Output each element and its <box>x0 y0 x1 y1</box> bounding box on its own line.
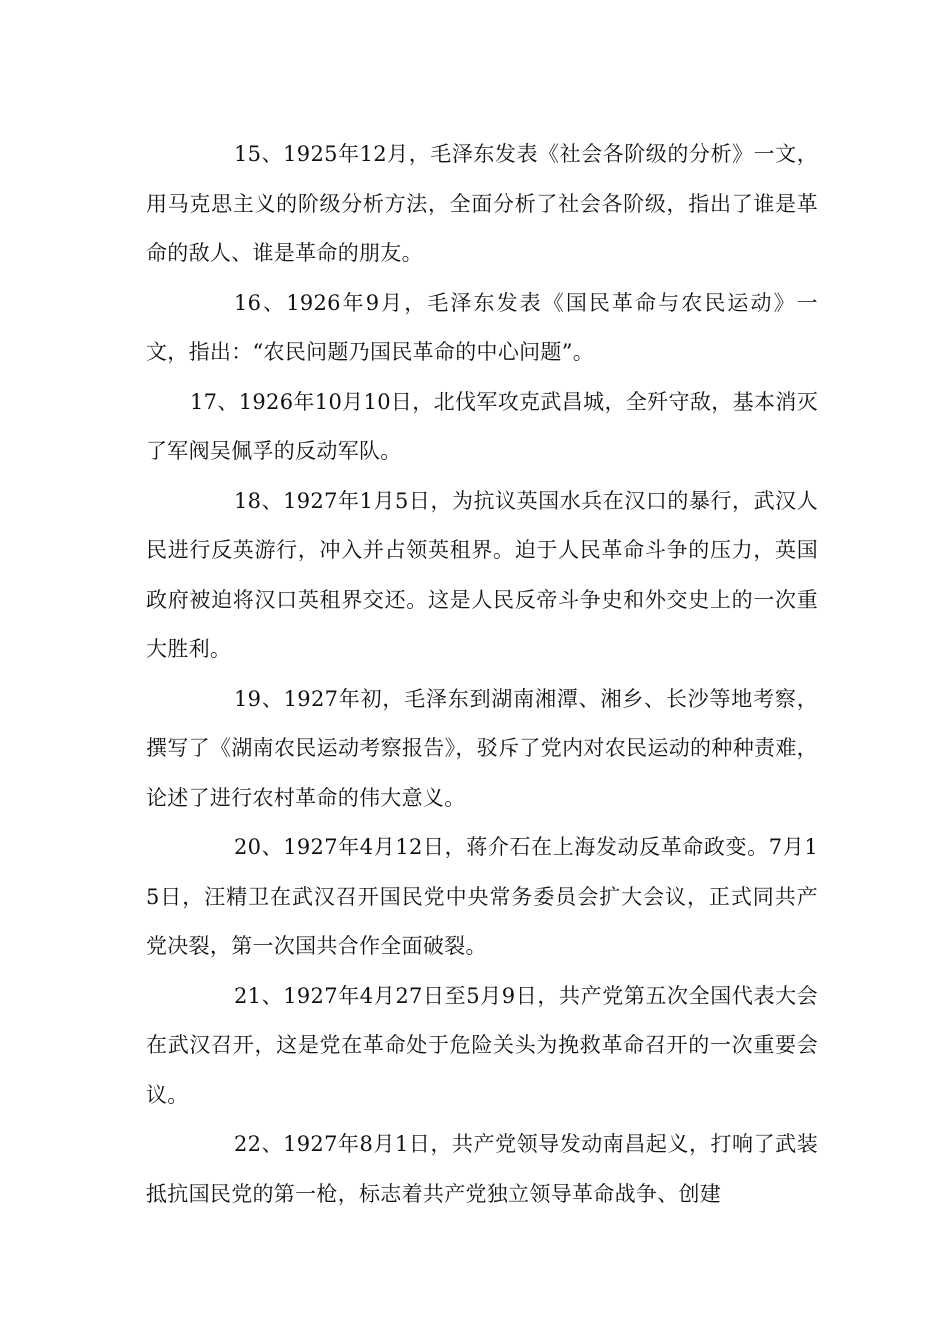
paragraph-21: 21、1927年4月27日至5月9日，共产党第五次全国代表大会在武汉召开，这是党在革命处于危险关头为挽救革命召开的一次重要会议。 <box>146 983 818 1107</box>
paragraph-16: 16、1926年9月，毛泽东发表《国民革命与农民运动》一文，指出：“农民问题乃国民革命的中心问题”。 <box>146 290 818 364</box>
text-column <box>146 130 818 1219</box>
paragraph-20: 20、1927年4月12日，蒋介石在上海发动反革命政变。7月15日，汪精卫在武汉召开国民党中央常务委员会扩大会议，正式同共产党决裂，第一次国共合作全面破裂。 <box>146 835 818 958</box>
paragraph-19: 19、1927年初，毛泽东到湖南湘潭、湘乡、长沙等地考察，撰写了《湖南农民运动考察报告》，驳斥了党内对农民运动的种种责难，论述了进行农村革命的伟大意义。 <box>146 686 818 810</box>
paragraph-17: 17、1926年10月10日，北伐军攻克武昌城，全歼守敌，基本消灭了军阀吴佩孚的反动军队。 <box>146 389 818 463</box>
paragraph-15: 15、1925年12月，毛泽东发表《社会各阶级的分析》一文，用马克思主义的阶级分析方法，全面分析了社会各阶级，指出了谁是革命的敌人、谁是革命的朋友。 <box>146 142 818 265</box>
paragraph-22: 22、1927年8月1日，共产党领导发动南昌起义，打响了武装抵抗国民党的第一枪，标志着共产党独立领导革命战争、创建 <box>146 1132 818 1206</box>
paragraph-18: 18、1927年1月5日，为抗议英国水兵在汉口的暴行，武汉人民进行反英游行，冲入并占领英租界。迫于人民革命斗争的压力，英国政府被迫将汉口英租界交还。这是人民反帝斗争史和外交史上的一次重大胜利。 <box>146 488 818 661</box>
